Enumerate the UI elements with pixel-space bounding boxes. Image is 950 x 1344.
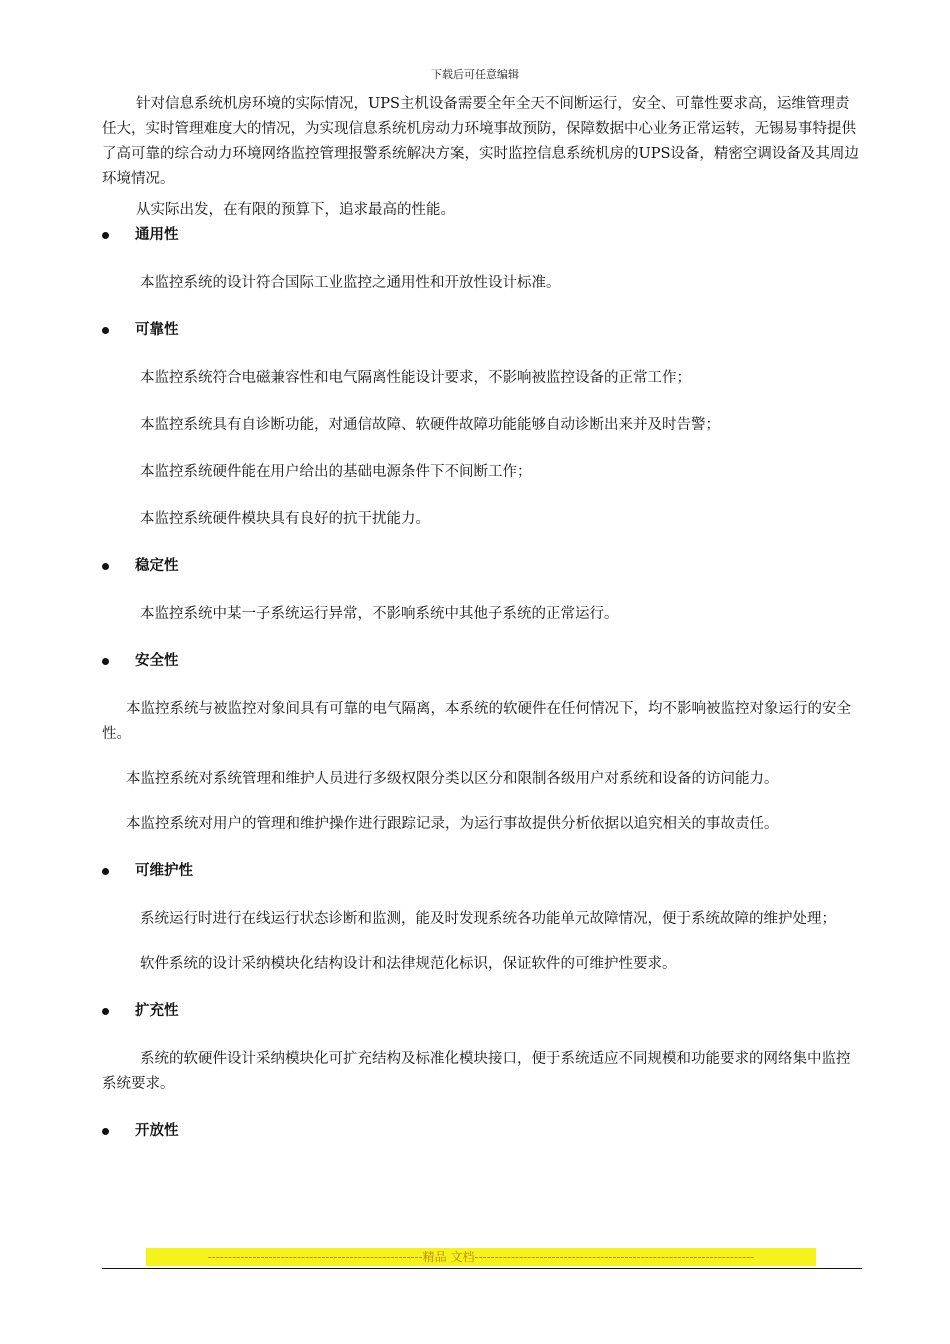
- bullet-icon: [102, 327, 109, 334]
- section-paragraph: 本监控系统的设计符合国际工业监控之通用性和开放性设计标准。: [140, 275, 561, 291]
- section-title: 扩充性: [135, 1003, 179, 1019]
- section-paragraph: 本监控系统对用户的管理和维护操作进行跟踪记录，为运行事故提供分析依据以追究相关的事故责任。: [126, 816, 779, 832]
- section-title: 开放性: [135, 1123, 179, 1139]
- section-paragraph: 本监控系统硬件能在用户给出的基础电源条件下不间断工作；: [140, 464, 532, 480]
- section-paragraph: 本监控系统硬件模块具有良好的抗干扰能力。: [140, 511, 430, 527]
- bullet-icon: [102, 563, 109, 570]
- section-heading-generality: [102, 223, 862, 248]
- bullet-icon: [102, 868, 109, 875]
- section-paragraph: 本监控系统符合电磁兼容性和电气隔离性能设计要求，不影响被监控设备的正常工作；: [140, 370, 691, 386]
- footer-divider: [102, 1268, 862, 1269]
- section-heading-extensibility: [102, 999, 862, 1024]
- section-heading-openness: [102, 1119, 862, 1144]
- footer-banner: -----------------------------------------------------精品 文档---------------------------------------------------------------------: [146, 1248, 816, 1266]
- intro-paragraph-2: 从实际出发，在有限的预算下，追求最高的性能。: [136, 202, 455, 218]
- section-paragraph: 本监控系统对系统管理和维护人员进行多级权限分类以区分和限制各级用户对系统和设备的访问能力。: [126, 771, 779, 787]
- document-body: [102, 92, 862, 1144]
- section-paragraph: 本监控系统具有自诊断功能，对通信故障、软硬件故障功能能够自动诊断出来并及时告警；: [140, 417, 720, 433]
- page-header: 下载后可任意编辑: [431, 68, 519, 81]
- section-heading-maintainability: [102, 859, 862, 884]
- bullet-icon: [102, 658, 109, 665]
- section-paragraph: 本监控系统与被监控对象间具有可靠的电气隔离，本系统的软硬件在任何情况下，均不影响被监控对象运行的安全性。: [102, 701, 851, 742]
- intro-paragraph-1: 针对信息系统机房环境的实际情况，UPS主机设备需要全年全天不间断运行，安全、可靠性要求高，运维管理责任大，实时管理难度大的情况，为实现信息系统机房动力环境事故预防，保障数据中心业务正常运转，无锡易事特提供了高可靠的综合动力环境网络监控管理报警系统解决方案，实时监控信息系统机房的UPS设备，精密空调设备及其周边环境情况。: [102, 96, 859, 187]
- section-heading-security: [102, 649, 862, 674]
- section-heading-stability: [102, 554, 862, 579]
- section-title: 通用性: [135, 227, 179, 243]
- section-title: 可维护性: [135, 863, 193, 879]
- section-paragraph: 软件系统的设计采纳模块化结构设计和法律规范化标识，保证软件的可维护性要求。: [140, 956, 677, 972]
- bullet-icon: [102, 1008, 109, 1015]
- bullet-icon: [102, 1128, 109, 1135]
- section-paragraph: 系统的软硬件设计采纳模块化可扩充结构及标准化模块接口，便于系统适应不同规模和功能要求的网络集中监控系统要求。: [102, 1051, 851, 1092]
- section-title: 安全性: [135, 653, 179, 669]
- section-heading-reliability: [102, 318, 862, 343]
- section-paragraph: 本监控系统中某一子系统运行异常，不影响系统中其他子系统的正常运行。: [140, 606, 619, 622]
- section-paragraph: 系统运行时进行在线运行状态诊断和监测，能及时发现系统各功能单元故障情况，便于系统故障的维护处理；: [140, 911, 836, 927]
- section-title: 可靠性: [135, 322, 179, 338]
- bullet-icon: [102, 232, 109, 239]
- section-title: 稳定性: [135, 558, 179, 574]
